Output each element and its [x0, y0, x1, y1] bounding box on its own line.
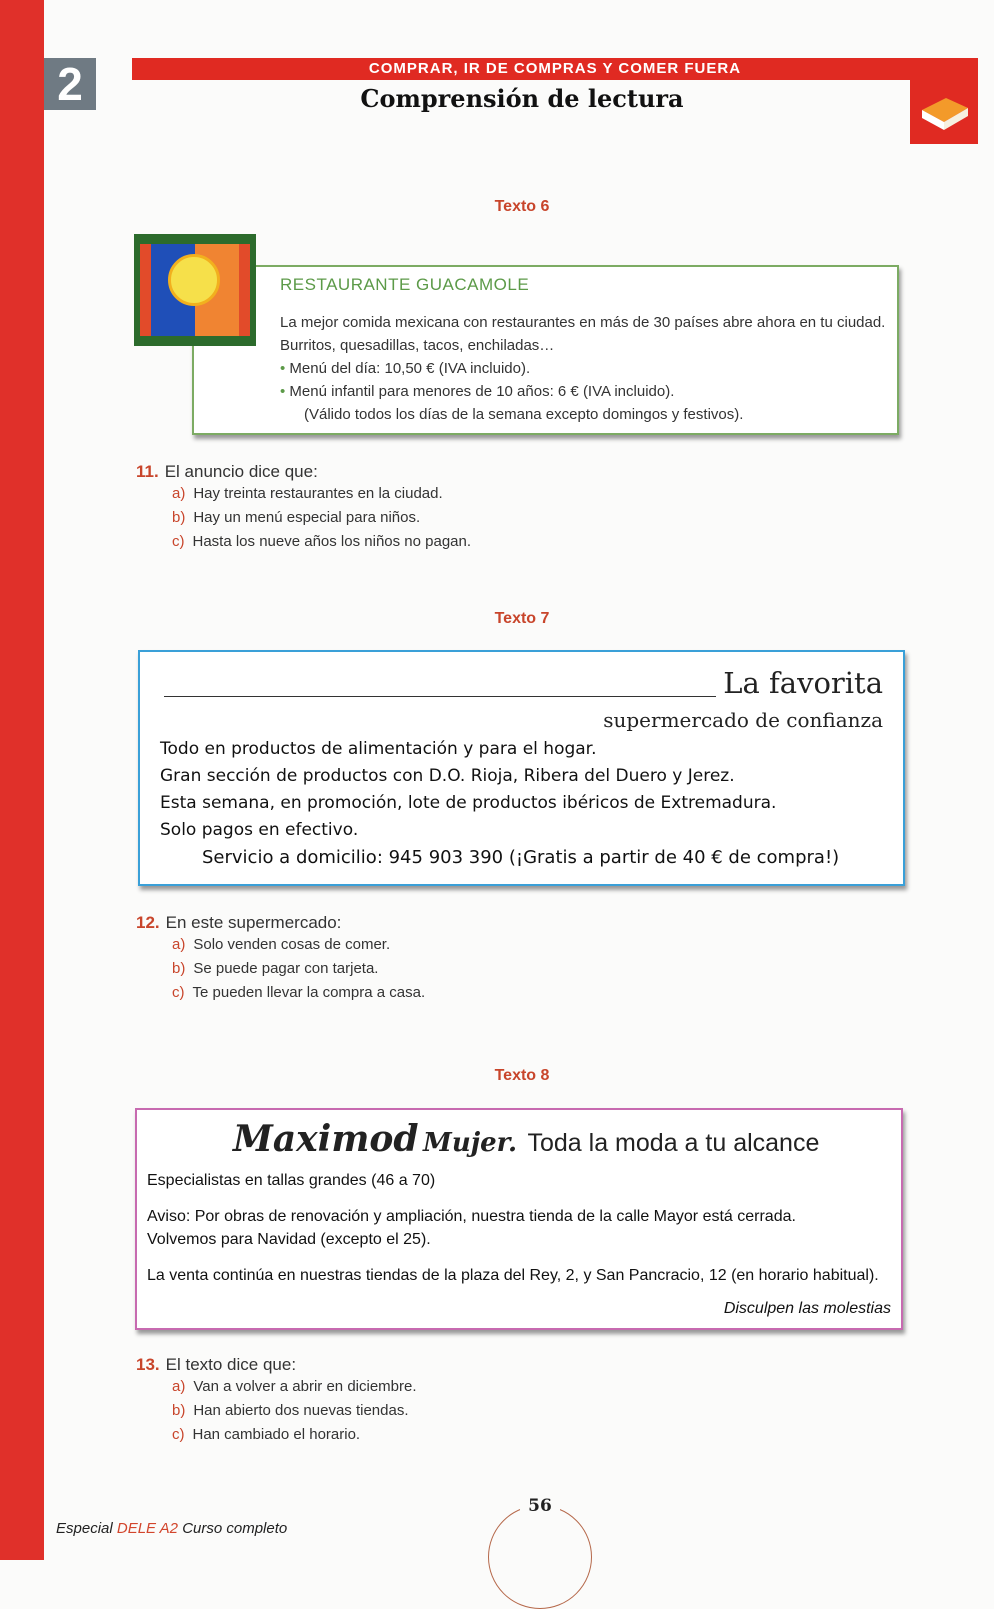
ad-line: Gran sección de productos con D.O. Rioja, Ribera del Duero y Jerez.	[160, 766, 735, 786]
restaurant-logo	[134, 234, 256, 346]
ad-line: Aviso: Por obras de renovación y ampliación, nuestra tienda de la calle Mayor está cerrada.	[147, 1208, 796, 1225]
book-title: Especial DELE A2 Curso completo	[56, 1520, 288, 1537]
brand-tagline: supermercado de confianza	[603, 708, 883, 732]
page-circle	[488, 1505, 592, 1609]
ad-line: La venta continúa en nuestras tiendas de la plaza del Rey, 2, y San Pancracio, 12 (en horario habitual).	[147, 1267, 879, 1284]
book-icon	[910, 80, 978, 144]
brand-name: La favorita	[723, 666, 883, 700]
option-b: b) Han abierto dos nuevas tiendas.	[172, 1402, 409, 1419]
unit-number: 2	[44, 58, 96, 110]
ad-line: Burritos, quesadillas, tacos, enchiladas…	[280, 337, 555, 354]
chapter-banner: COMPRAR, IR DE COMPRAS Y COMER FUERA	[132, 58, 978, 80]
option-c: c) Hasta los nueve años los niños no pagan.	[172, 533, 472, 550]
page-number: 56	[520, 1496, 560, 1516]
question-11: 11. El anuncio dice que:	[136, 462, 318, 481]
slogan: Toda la moda a tu alcance	[527, 1129, 820, 1157]
ad-title: RESTAURANTE GUACAMOLE	[280, 275, 530, 294]
supermarket-ad	[138, 650, 905, 886]
option-a: a) Solo venden cosas de comer.	[172, 936, 391, 953]
ad-line: Todo en productos de alimentación y para el hogar.	[160, 739, 597, 759]
option-b: b) Se puede pagar con tarjeta.	[172, 960, 379, 977]
question-12: 12. En este supermercado:	[136, 913, 342, 932]
apology: Disculpen las molestias	[723, 1300, 891, 1317]
ad-note: (Válido todos los días de la semana excepto domingos y festivos).	[304, 406, 744, 423]
red-sidebar	[0, 0, 44, 1560]
ad-line: Esta semana, en promoción, lote de productos ibéricos de Extremadura.	[160, 793, 777, 813]
option-b: b) Hay un menú especial para niños.	[172, 509, 421, 526]
ad-line: La mejor comida mexicana con restaurantes en más de 30 países abre ahora en tu ciudad.	[280, 314, 886, 331]
option-c: c) Te pueden llevar la compra a casa.	[172, 984, 426, 1001]
option-a: a) Hay treinta restaurantes en la ciudad.	[172, 485, 443, 502]
divider-line	[164, 696, 716, 697]
clothing-store-ad	[135, 1108, 903, 1330]
texto8-label: Texto 8	[494, 1067, 550, 1084]
restaurant-ad	[192, 265, 899, 435]
brand-name: Maximod	[233, 1118, 419, 1160]
question-13: 13. El texto dice que:	[136, 1355, 297, 1374]
ad-line: Solo pagos en efectivo.	[160, 820, 359, 840]
ad-line: Especialistas en tallas grandes (46 a 70)	[147, 1172, 436, 1189]
option-c: c) Han cambiado el horario.	[172, 1426, 361, 1443]
ad-bullet: • Menú infantil para menores de 10 años: 6 € (IVA incluido).	[280, 383, 675, 400]
brand-subname: Mujer.	[423, 1128, 518, 1158]
ad-line: Volvemos para Navidad (excepto el 25).	[147, 1231, 431, 1248]
texto6-label: Texto 6	[494, 198, 550, 215]
texto7-label: Texto 7	[494, 610, 550, 627]
delivery-service: Servicio a domicilio: 945 903 390 (¡Gratis a partir de 40 € de compra!)	[202, 847, 840, 868]
section-title: Comprensión de lectura	[360, 84, 684, 113]
option-a: a) Van a volver a abrir en diciembre.	[172, 1378, 417, 1395]
ad-bullet: • Menú del día: 10,50 € (IVA incluido).	[280, 360, 531, 377]
